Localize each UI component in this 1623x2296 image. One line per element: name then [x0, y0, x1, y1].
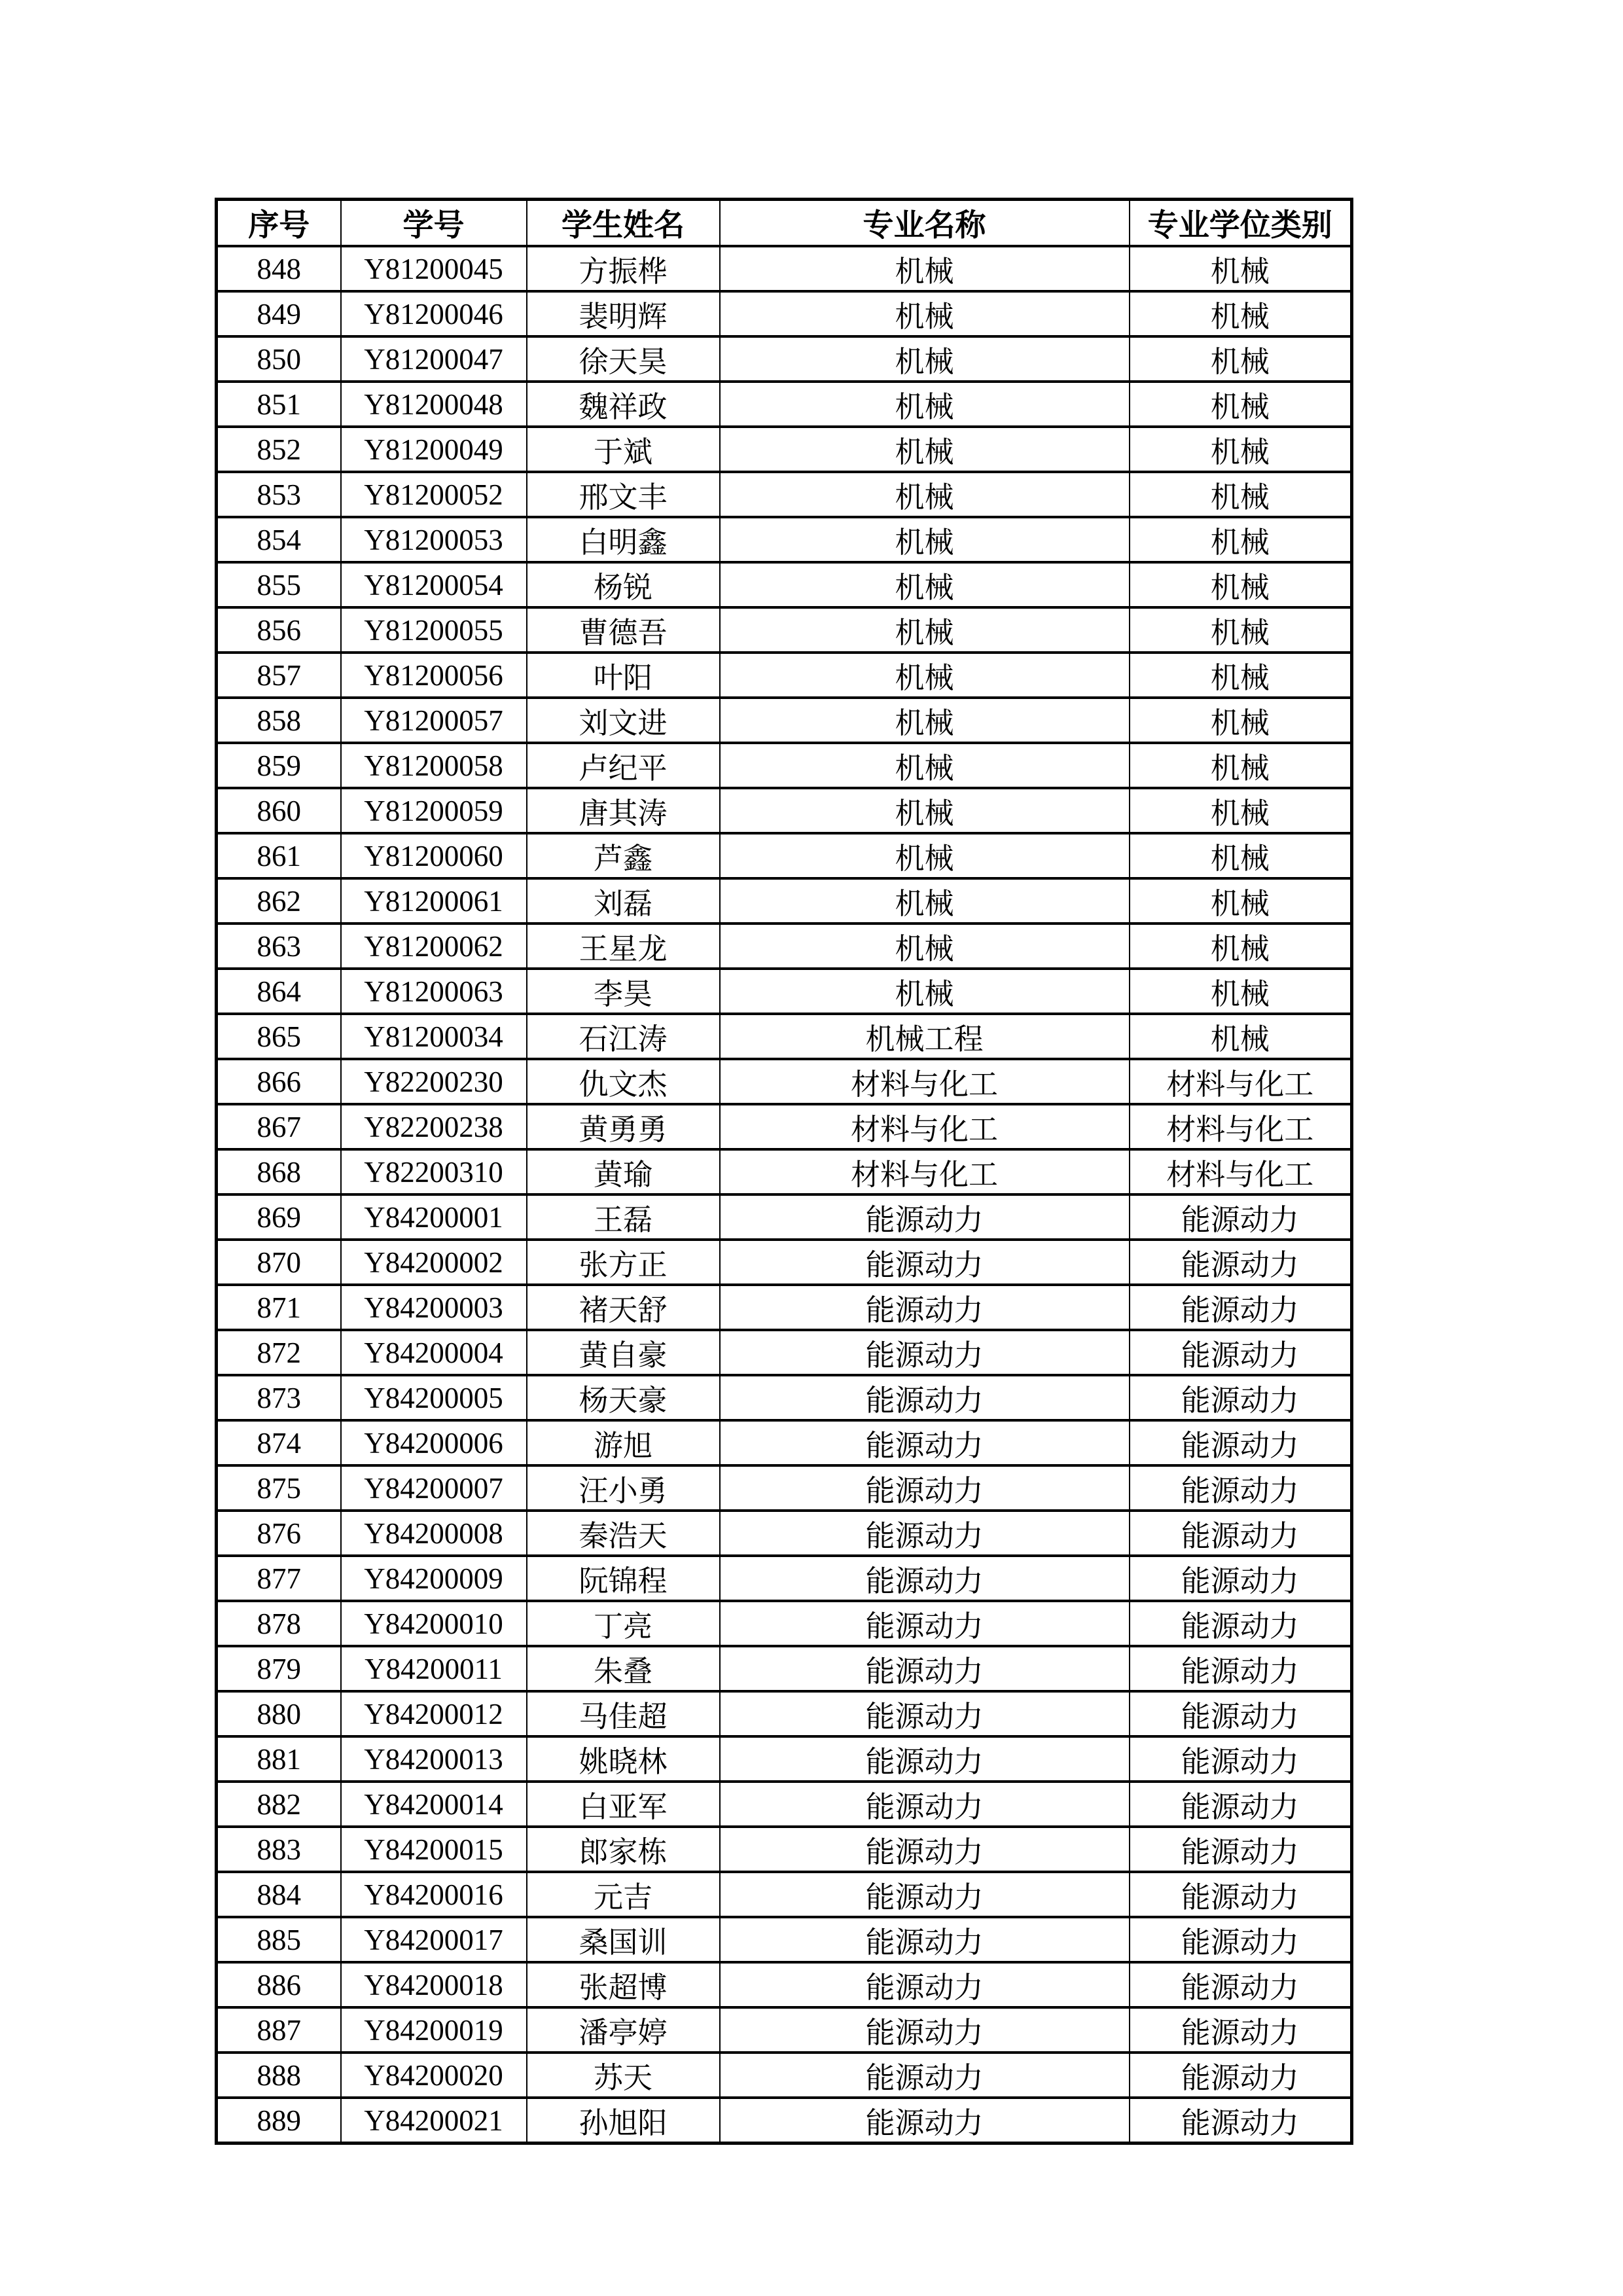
- cell-student-id: Y84200001: [341, 1194, 527, 1240]
- cell-student-id: Y81200034: [341, 1014, 527, 1059]
- cell-student-id: Y84200010: [341, 1601, 527, 1646]
- cell-student-id: Y81200061: [341, 878, 527, 924]
- cell-student-id: Y84200009: [341, 1556, 527, 1601]
- cell-serial-number: 855: [217, 562, 341, 607]
- cell-student-name: 徐天昊: [527, 336, 720, 382]
- column-header-serial-number: 序号: [217, 200, 341, 247]
- table-row: [217, 969, 1352, 1014]
- cell-major-name: 能源动力: [720, 1962, 1130, 2007]
- cell-serial-number: 860: [217, 788, 341, 833]
- table-row: [217, 1420, 1352, 1465]
- cell-student-id: Y84200004: [341, 1330, 527, 1375]
- cell-serial-number: 876: [217, 1511, 341, 1556]
- cell-serial-number: 875: [217, 1465, 341, 1511]
- cell-student-name: 褚天舒: [527, 1285, 720, 1330]
- cell-major-name: 能源动力: [720, 1285, 1130, 1330]
- table-row: [217, 291, 1352, 336]
- cell-student-id: Y81200055: [341, 607, 527, 653]
- cell-student-name: 游旭: [527, 1420, 720, 1465]
- cell-major-name: 机械: [720, 246, 1130, 291]
- table-row: [217, 1059, 1352, 1104]
- cell-serial-number: 854: [217, 517, 341, 562]
- cell-serial-number: 884: [217, 1872, 341, 1917]
- cell-student-id: Y81200052: [341, 472, 527, 517]
- cell-serial-number: 877: [217, 1556, 341, 1601]
- cell-student-name: 王磊: [527, 1194, 720, 1240]
- cell-degree-category: 机械: [1130, 562, 1352, 607]
- column-header-major-name: 专业名称: [720, 200, 1130, 247]
- table-row: [217, 2053, 1352, 2098]
- cell-student-id: Y84200013: [341, 1736, 527, 1782]
- cell-student-id: Y81200045: [341, 246, 527, 291]
- cell-student-id: Y81200062: [341, 924, 527, 969]
- cell-major-name: 能源动力: [720, 1330, 1130, 1375]
- cell-serial-number: 872: [217, 1330, 341, 1375]
- cell-major-name: 能源动力: [720, 1465, 1130, 1511]
- table-row: [217, 427, 1352, 472]
- cell-student-name: 方振桦: [527, 246, 720, 291]
- cell-serial-number: 848: [217, 246, 341, 291]
- cell-degree-category: 能源动力: [1130, 2098, 1352, 2144]
- cell-student-name: 张超博: [527, 1962, 720, 2007]
- cell-degree-category: 能源动力: [1130, 1872, 1352, 1917]
- cell-student-name: 石江涛: [527, 1014, 720, 1059]
- cell-major-name: 机械: [720, 607, 1130, 653]
- cell-student-name: 苏天: [527, 2053, 720, 2098]
- cell-serial-number: 873: [217, 1375, 341, 1420]
- student-roster-table: [215, 198, 1353, 2145]
- cell-student-id: Y81200059: [341, 788, 527, 833]
- table-row: [217, 924, 1352, 969]
- table-row: [217, 743, 1352, 788]
- cell-student-name: 卢纪平: [527, 743, 720, 788]
- table-row: [217, 1601, 1352, 1646]
- cell-major-name: 能源动力: [720, 1375, 1130, 1420]
- cell-major-name: 能源动力: [720, 1556, 1130, 1601]
- cell-serial-number: 883: [217, 1827, 341, 1872]
- table-row: [217, 1149, 1352, 1194]
- table-header-row: [217, 200, 1352, 247]
- cell-degree-category: 机械: [1130, 969, 1352, 1014]
- cell-degree-category: 机械: [1130, 382, 1352, 427]
- cell-student-name: 桑国训: [527, 1917, 720, 1962]
- table-row: [217, 517, 1352, 562]
- table-row: [217, 607, 1352, 653]
- table-row: [217, 1556, 1352, 1601]
- cell-student-id: Y84200002: [341, 1240, 527, 1285]
- cell-student-name: 于斌: [527, 427, 720, 472]
- cell-serial-number: 888: [217, 2053, 341, 2098]
- cell-student-id: Y84200018: [341, 1962, 527, 2007]
- cell-student-id: Y81200046: [341, 291, 527, 336]
- cell-degree-category: 能源动力: [1130, 1691, 1352, 1736]
- cell-student-name: 曹德吾: [527, 607, 720, 653]
- cell-student-name: 元吉: [527, 1872, 720, 1917]
- cell-student-id: Y84200019: [341, 2007, 527, 2053]
- cell-student-name: 王星龙: [527, 924, 720, 969]
- cell-serial-number: 887: [217, 2007, 341, 2053]
- cell-degree-category: 机械: [1130, 833, 1352, 878]
- cell-serial-number: 879: [217, 1646, 341, 1691]
- cell-major-name: 能源动力: [720, 1194, 1130, 1240]
- cell-major-name: 机械: [720, 382, 1130, 427]
- cell-serial-number: 851: [217, 382, 341, 427]
- table-row: [217, 1736, 1352, 1782]
- cell-student-id: Y84200016: [341, 1872, 527, 1917]
- cell-student-name: 阮锦程: [527, 1556, 720, 1601]
- cell-major-name: 机械: [720, 833, 1130, 878]
- cell-student-name: 黄瑜: [527, 1149, 720, 1194]
- cell-serial-number: 867: [217, 1104, 341, 1149]
- cell-student-id: Y82200230: [341, 1059, 527, 1104]
- cell-student-id: Y81200053: [341, 517, 527, 562]
- cell-student-name: 张方正: [527, 1240, 720, 1285]
- cell-serial-number: 861: [217, 833, 341, 878]
- cell-major-name: 机械: [720, 291, 1130, 336]
- cell-degree-category: 机械: [1130, 924, 1352, 969]
- cell-degree-category: 机械: [1130, 607, 1352, 653]
- cell-major-name: 能源动力: [720, 1240, 1130, 1285]
- cell-student-name: 白亚军: [527, 1782, 720, 1827]
- cell-student-id: Y81200063: [341, 969, 527, 1014]
- cell-serial-number: 871: [217, 1285, 341, 1330]
- cell-student-id: Y84200012: [341, 1691, 527, 1736]
- cell-major-name: 能源动力: [720, 1511, 1130, 1556]
- table-row: [217, 1104, 1352, 1149]
- cell-student-id: Y84200007: [341, 1465, 527, 1511]
- cell-degree-category: 机械: [1130, 653, 1352, 698]
- cell-major-name: 能源动力: [720, 2053, 1130, 2098]
- cell-major-name: 机械: [720, 788, 1130, 833]
- table-row: [217, 878, 1352, 924]
- table-row: [217, 1330, 1352, 1375]
- cell-serial-number: 863: [217, 924, 341, 969]
- cell-student-id: Y81200054: [341, 562, 527, 607]
- table-row: [217, 1872, 1352, 1917]
- cell-student-id: Y84200008: [341, 1511, 527, 1556]
- cell-major-name: 能源动力: [720, 1736, 1130, 1782]
- cell-degree-category: 机械: [1130, 427, 1352, 472]
- table-row: [217, 788, 1352, 833]
- cell-degree-category: 能源动力: [1130, 1962, 1352, 2007]
- cell-degree-category: 能源动力: [1130, 1194, 1352, 1240]
- cell-major-name: 能源动力: [720, 1917, 1130, 1962]
- cell-major-name: 机械: [720, 878, 1130, 924]
- cell-major-name: 机械: [720, 653, 1130, 698]
- cell-student-name: 姚晓林: [527, 1736, 720, 1782]
- cell-degree-category: 机械: [1130, 698, 1352, 743]
- table-row: [217, 1782, 1352, 1827]
- column-header-degree-category: 专业学位类别: [1130, 200, 1352, 247]
- cell-student-id: Y82200238: [341, 1104, 527, 1149]
- cell-student-id: Y81200060: [341, 833, 527, 878]
- cell-serial-number: 849: [217, 291, 341, 336]
- cell-student-id: Y81200057: [341, 698, 527, 743]
- table-row: [217, 1962, 1352, 2007]
- cell-degree-category: 能源动力: [1130, 1285, 1352, 1330]
- table-row: [217, 562, 1352, 607]
- cell-student-name: 马佳超: [527, 1691, 720, 1736]
- cell-degree-category: 能源动力: [1130, 1375, 1352, 1420]
- table-row: [217, 336, 1352, 382]
- cell-student-id: Y81200056: [341, 653, 527, 698]
- cell-student-name: 刘文进: [527, 698, 720, 743]
- cell-student-id: Y84200005: [341, 1375, 527, 1420]
- cell-major-name: 材料与化工: [720, 1104, 1130, 1149]
- cell-student-name: 仇文杰: [527, 1059, 720, 1104]
- table-row: [217, 833, 1352, 878]
- cell-major-name: 能源动力: [720, 1691, 1130, 1736]
- cell-degree-category: 材料与化工: [1130, 1149, 1352, 1194]
- cell-student-name: 郎家栋: [527, 1827, 720, 1872]
- cell-degree-category: 能源动力: [1130, 1601, 1352, 1646]
- cell-serial-number: 882: [217, 1782, 341, 1827]
- cell-serial-number: 870: [217, 1240, 341, 1285]
- cell-major-name: 机械: [720, 924, 1130, 969]
- cell-degree-category: 机械: [1130, 743, 1352, 788]
- cell-degree-category: 能源动力: [1130, 1511, 1352, 1556]
- cell-student-id: Y82200310: [341, 1149, 527, 1194]
- cell-student-id: Y84200003: [341, 1285, 527, 1330]
- cell-student-name: 李昊: [527, 969, 720, 1014]
- cell-serial-number: 853: [217, 472, 341, 517]
- cell-degree-category: 能源动力: [1130, 1827, 1352, 1872]
- cell-student-id: Y84200020: [341, 2053, 527, 2098]
- cell-student-name: 黄勇勇: [527, 1104, 720, 1149]
- table-row: [217, 653, 1352, 698]
- cell-serial-number: 874: [217, 1420, 341, 1465]
- cell-student-name: 孙旭阳: [527, 2098, 720, 2144]
- cell-student-id: Y81200058: [341, 743, 527, 788]
- cell-major-name: 机械: [720, 562, 1130, 607]
- cell-major-name: 机械: [720, 969, 1130, 1014]
- table-row: [217, 1194, 1352, 1240]
- table-row: [217, 1285, 1352, 1330]
- cell-student-id: Y84200021: [341, 2098, 527, 2144]
- table-row: [217, 698, 1352, 743]
- cell-degree-category: 机械: [1130, 336, 1352, 382]
- cell-serial-number: 889: [217, 2098, 341, 2144]
- cell-degree-category: 能源动力: [1130, 1420, 1352, 1465]
- table-row: [217, 1014, 1352, 1059]
- table-row: [217, 1691, 1352, 1736]
- cell-student-name: 秦浩天: [527, 1511, 720, 1556]
- cell-student-name: 黄自豪: [527, 1330, 720, 1375]
- cell-serial-number: 864: [217, 969, 341, 1014]
- cell-degree-category: 机械: [1130, 878, 1352, 924]
- cell-degree-category: 能源动力: [1130, 1240, 1352, 1285]
- cell-student-name: 朱叠: [527, 1646, 720, 1691]
- cell-degree-category: 能源动力: [1130, 1782, 1352, 1827]
- cell-major-name: 材料与化工: [720, 1149, 1130, 1194]
- cell-student-id: Y81200049: [341, 427, 527, 472]
- cell-degree-category: 能源动力: [1130, 1556, 1352, 1601]
- cell-degree-category: 机械: [1130, 246, 1352, 291]
- cell-student-name: 丁亮: [527, 1601, 720, 1646]
- table-row: [217, 382, 1352, 427]
- cell-student-name: 邢文丰: [527, 472, 720, 517]
- table-row: [217, 1646, 1352, 1691]
- table-row: [217, 1375, 1352, 1420]
- table-row: [217, 1465, 1352, 1511]
- cell-major-name: 能源动力: [720, 1646, 1130, 1691]
- cell-student-id: Y84200014: [341, 1782, 527, 1827]
- cell-degree-category: 能源动力: [1130, 2053, 1352, 2098]
- column-header-student-id: 学号: [341, 200, 527, 247]
- cell-serial-number: 857: [217, 653, 341, 698]
- cell-serial-number: 868: [217, 1149, 341, 1194]
- cell-student-id: Y84200015: [341, 1827, 527, 1872]
- cell-major-name: 机械: [720, 743, 1130, 788]
- cell-serial-number: 859: [217, 743, 341, 788]
- cell-student-name: 白明鑫: [527, 517, 720, 562]
- cell-serial-number: 866: [217, 1059, 341, 1104]
- cell-degree-category: 能源动力: [1130, 1736, 1352, 1782]
- cell-serial-number: 856: [217, 607, 341, 653]
- table-row: [217, 1240, 1352, 1285]
- cell-serial-number: 878: [217, 1601, 341, 1646]
- cell-major-name: 机械工程: [720, 1014, 1130, 1059]
- cell-student-name: 杨天豪: [527, 1375, 720, 1420]
- cell-serial-number: 885: [217, 1917, 341, 1962]
- cell-major-name: 机械: [720, 698, 1130, 743]
- table-row: [217, 246, 1352, 291]
- cell-student-id: Y81200048: [341, 382, 527, 427]
- cell-major-name: 能源动力: [720, 1420, 1130, 1465]
- cell-student-name: 潘亭婷: [527, 2007, 720, 2053]
- column-header-student-name: 学生姓名: [527, 200, 720, 247]
- cell-degree-category: 材料与化工: [1130, 1059, 1352, 1104]
- cell-major-name: 能源动力: [720, 1782, 1130, 1827]
- cell-student-id: Y84200017: [341, 1917, 527, 1962]
- cell-major-name: 机械: [720, 336, 1130, 382]
- cell-degree-category: 机械: [1130, 472, 1352, 517]
- table-row: [217, 1827, 1352, 1872]
- table-row: [217, 1511, 1352, 1556]
- cell-serial-number: 858: [217, 698, 341, 743]
- cell-student-name: 汪小勇: [527, 1465, 720, 1511]
- cell-serial-number: 869: [217, 1194, 341, 1240]
- cell-student-id: Y84200006: [341, 1420, 527, 1465]
- cell-serial-number: 862: [217, 878, 341, 924]
- cell-student-name: 魏祥政: [527, 382, 720, 427]
- cell-serial-number: 880: [217, 1691, 341, 1736]
- cell-degree-category: 能源动力: [1130, 1646, 1352, 1691]
- cell-student-name: 裴明辉: [527, 291, 720, 336]
- cell-degree-category: 能源动力: [1130, 2007, 1352, 2053]
- cell-serial-number: 881: [217, 1736, 341, 1782]
- cell-degree-category: 材料与化工: [1130, 1104, 1352, 1149]
- cell-major-name: 能源动力: [720, 1601, 1130, 1646]
- cell-student-id: Y81200047: [341, 336, 527, 382]
- cell-major-name: 能源动力: [720, 2098, 1130, 2144]
- table-row: [217, 2098, 1352, 2144]
- cell-major-name: 能源动力: [720, 1872, 1130, 1917]
- cell-student-name: 叶阳: [527, 653, 720, 698]
- cell-major-name: 机械: [720, 517, 1130, 562]
- cell-degree-category: 机械: [1130, 291, 1352, 336]
- cell-degree-category: 机械: [1130, 517, 1352, 562]
- cell-student-name: 杨锐: [527, 562, 720, 607]
- cell-student-name: 刘磊: [527, 878, 720, 924]
- cell-degree-category: 机械: [1130, 1014, 1352, 1059]
- student-table-body: [217, 246, 1352, 2144]
- cell-degree-category: 机械: [1130, 788, 1352, 833]
- cell-serial-number: 850: [217, 336, 341, 382]
- cell-serial-number: 865: [217, 1014, 341, 1059]
- cell-degree-category: 能源动力: [1130, 1330, 1352, 1375]
- cell-major-name: 材料与化工: [720, 1059, 1130, 1104]
- cell-serial-number: 852: [217, 427, 341, 472]
- cell-major-name: 能源动力: [720, 2007, 1130, 2053]
- cell-major-name: 能源动力: [720, 1827, 1130, 1872]
- table-row: [217, 2007, 1352, 2053]
- cell-degree-category: 能源动力: [1130, 1917, 1352, 1962]
- table-row: [217, 1917, 1352, 1962]
- cell-major-name: 机械: [720, 472, 1130, 517]
- cell-student-id: Y84200011: [341, 1646, 527, 1691]
- cell-serial-number: 886: [217, 1962, 341, 2007]
- table-row: [217, 472, 1352, 517]
- cell-student-name: 芦鑫: [527, 833, 720, 878]
- cell-degree-category: 能源动力: [1130, 1465, 1352, 1511]
- cell-major-name: 机械: [720, 427, 1130, 472]
- cell-student-name: 唐其涛: [527, 788, 720, 833]
